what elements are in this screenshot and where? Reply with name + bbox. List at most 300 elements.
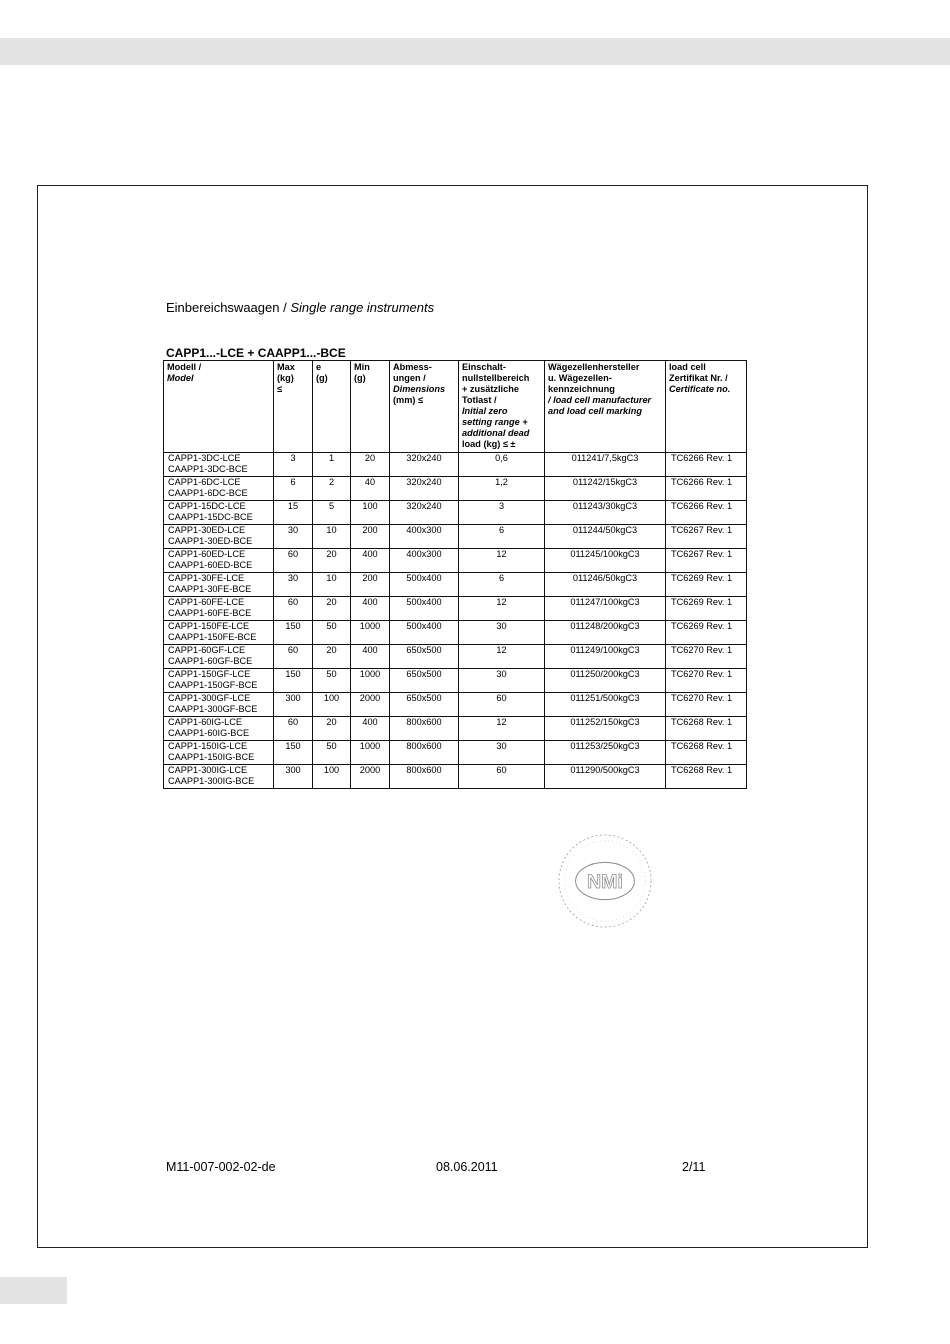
cell-certificate <box>666 525 747 549</box>
cell-model-text: CAAPP1-15DC-BCE <box>168 512 253 522</box>
cell-zero-range-text: 12 <box>496 645 507 655</box>
table-row <box>164 573 747 597</box>
cell-model-text: CAPP1-300GF-LCE <box>168 693 251 703</box>
table-header-row <box>164 361 747 453</box>
cell-e-text: 50 <box>326 669 337 679</box>
cell-max-text: 150 <box>285 741 301 751</box>
cell-model-text: CAPP1-15DC-LCE <box>168 501 246 511</box>
cell-load-cell <box>545 741 666 765</box>
cell-dimensions-text: 500x400 <box>406 621 442 631</box>
cell-min-text: 2000 <box>359 765 381 775</box>
cell-model-text: CAAPP1-6DC-BCE <box>168 488 248 498</box>
cell-max <box>274 453 313 477</box>
cell-e-text: 1 <box>328 453 335 463</box>
header-model <box>164 361 274 453</box>
cell-min <box>351 573 390 597</box>
cell-model <box>164 477 274 501</box>
cell-zero-range-text: 0,6 <box>495 453 508 463</box>
cell-e-text: 20 <box>326 549 337 559</box>
cell-model-text: CAPP1-150GF-LCE <box>168 669 251 679</box>
cell-certificate <box>666 549 747 573</box>
cell-max-text: 3 <box>290 453 296 463</box>
cell-max-text: 60 <box>287 597 299 607</box>
cell-e <box>313 621 351 645</box>
cell-max-text: 300 <box>285 693 301 703</box>
cell-zero-range <box>459 597 545 621</box>
table-row <box>164 669 747 693</box>
cell-model-text: CAPP1-30FE-LCE <box>168 573 245 583</box>
cell-model-text: CAPP1-30ED-LCE <box>168 525 246 535</box>
cell-dimensions <box>390 573 459 597</box>
table-row <box>164 741 747 765</box>
cell-certificate-text: TC6266 Rev. 1 <box>671 501 733 511</box>
cell-certificate <box>666 741 747 765</box>
cell-model-text: CAAPP1-60FE-BCE <box>168 608 252 618</box>
cell-max <box>274 573 313 597</box>
cell-e-text: 100 <box>323 765 340 775</box>
header-max <box>274 361 313 453</box>
header-line: Totlast / <box>462 395 497 405</box>
cell-model-text: CAAPP1-60ED-BCE <box>168 560 253 570</box>
header-line: Max <box>277 362 295 372</box>
table-row <box>164 501 747 525</box>
header-line: load (kg) ≤ ± <box>462 439 516 449</box>
table-row <box>164 477 747 501</box>
seal-stamp-icon <box>556 832 654 930</box>
cell-load-cell-text: 011250/200kgC3 <box>570 669 640 679</box>
cell-max-text: 60 <box>287 549 299 559</box>
cell-max-text: 60 <box>287 645 299 655</box>
cell-e <box>313 573 351 597</box>
header-line: Abmess- <box>393 362 432 372</box>
cell-model-text: CAAPP1-150GF-BCE <box>168 680 258 690</box>
cell-dimensions <box>390 621 459 645</box>
cell-load-cell-text: 011242/15kgC3 <box>572 477 638 487</box>
header-line: kennzeichnung <box>548 384 615 394</box>
cell-load-cell <box>545 693 666 717</box>
table-row <box>164 621 747 645</box>
cell-certificate-text: TC6270 Rev. 1 <box>671 693 733 703</box>
cell-zero-range-text: 60 <box>496 693 507 703</box>
cell-e <box>313 477 351 501</box>
cell-min-text: 400 <box>362 645 378 655</box>
cell-e <box>313 453 351 477</box>
top-band <box>0 38 950 65</box>
cell-model <box>164 741 274 765</box>
heading-plain: Einbereichswaagen / <box>166 300 291 315</box>
cell-e-text: 50 <box>326 621 337 631</box>
cell-e-text: 20 <box>326 645 337 655</box>
cell-certificate <box>666 621 747 645</box>
cell-load-cell <box>545 549 666 573</box>
cell-dimensions-text: 500x400 <box>406 573 442 583</box>
section-heading <box>166 300 434 315</box>
cell-model-text: CAAPP1-150IG-BCE <box>168 752 255 762</box>
cell-zero-range <box>459 741 545 765</box>
header-line-italic: setting range + <box>462 417 528 427</box>
cell-zero-range <box>459 765 545 789</box>
cell-model <box>164 621 274 645</box>
cell-max-text: 300 <box>285 765 301 775</box>
header-line: Min <box>354 362 370 372</box>
cell-certificate-text: TC6269 Rev. 1 <box>671 621 733 631</box>
cell-zero-range-text: 6 <box>498 525 505 535</box>
cell-certificate-text: TC6270 Rev. 1 <box>671 645 733 655</box>
cell-dimensions-text: 650x500 <box>406 645 442 655</box>
cell-model <box>164 501 274 525</box>
cell-dimensions <box>390 765 459 789</box>
header-zero-range <box>459 361 545 453</box>
cell-model <box>164 453 274 477</box>
header-line-italic: / load cell manufacturer <box>548 395 652 405</box>
cell-model-text: CAPP1-6DC-LCE <box>168 477 241 487</box>
header-line: (g) <box>316 373 328 383</box>
table-row <box>164 765 747 789</box>
cell-certificate-text: TC6268 Rev. 1 <box>671 741 733 751</box>
cell-dimensions-text: 500x400 <box>406 597 442 607</box>
cell-model-text: CAPP1-3DC-LCE <box>168 453 241 463</box>
header-certificate <box>666 361 747 453</box>
cell-max <box>274 693 313 717</box>
cell-certificate-text: TC6268 Rev. 1 <box>671 765 733 775</box>
cell-load-cell-text: 011243/30kgC3 <box>572 501 638 511</box>
cell-load-cell-text: 011290/500kgC3 <box>570 765 640 775</box>
footer-date: 08.06.2011 <box>436 1160 498 1174</box>
cell-zero-range <box>459 669 545 693</box>
table-row <box>164 717 747 741</box>
table-row <box>164 693 747 717</box>
cell-load-cell <box>545 621 666 645</box>
cell-min-text: 2000 <box>359 693 381 703</box>
header-dimensions <box>390 361 459 453</box>
cell-min-text: 40 <box>364 477 376 487</box>
header-line: (mm) ≤ <box>393 395 424 405</box>
cell-certificate <box>666 597 747 621</box>
cell-min-text: 100 <box>362 501 378 511</box>
cell-model-text: CAPP1-60GF-LCE <box>168 645 246 655</box>
header-line-italic: and load cell marking <box>548 406 642 416</box>
cell-e <box>313 693 351 717</box>
cell-dimensions-text: 320x240 <box>406 501 442 511</box>
stamp-text: NMi <box>587 870 623 893</box>
cell-model <box>164 597 274 621</box>
table-row <box>164 549 747 573</box>
cell-model-text: CAAPP1-300IG-BCE <box>168 776 255 786</box>
cell-zero-range-text: 60 <box>496 765 507 775</box>
header-line-italic: Dimensions <box>393 384 446 394</box>
cell-dimensions <box>390 597 459 621</box>
cell-load-cell <box>545 453 666 477</box>
header-line: e <box>316 362 322 372</box>
cell-dimensions-text: 320x240 <box>406 453 442 463</box>
header-line: ≤ <box>277 384 283 394</box>
cell-max-text: 30 <box>287 525 299 535</box>
cell-zero-range-text: 12 <box>496 717 507 727</box>
cell-certificate <box>666 765 747 789</box>
cell-certificate <box>666 669 747 693</box>
cell-dimensions-text: 800x600 <box>406 717 442 727</box>
cell-model-text: CAAPP1-150FE-BCE <box>168 632 257 642</box>
cell-min-text: 200 <box>362 573 378 583</box>
cell-model <box>164 765 274 789</box>
cell-dimensions-text: 320x240 <box>406 477 442 487</box>
cell-zero-range <box>459 453 545 477</box>
cell-zero-range <box>459 573 545 597</box>
cell-load-cell <box>545 477 666 501</box>
cell-e <box>313 741 351 765</box>
cell-load-cell <box>545 765 666 789</box>
table-row <box>164 645 747 669</box>
cell-model-text: CAPP1-150FE-LCE <box>168 621 250 631</box>
page-corner-tab <box>0 1277 67 1304</box>
footer-doc-id: M11-007-002-02-de <box>166 1160 276 1174</box>
cell-e <box>313 501 351 525</box>
cell-dimensions-text: 650x500 <box>406 669 442 679</box>
cell-load-cell-text: 011245/100kgC3 <box>570 549 640 559</box>
cell-zero-range-text: 1,2 <box>495 477 508 487</box>
model-table <box>163 360 747 789</box>
header-line-italic: Initial zero <box>462 406 508 416</box>
cell-max <box>274 717 313 741</box>
cell-dimensions <box>390 549 459 573</box>
header-line: (kg) <box>277 373 294 383</box>
cell-load-cell-text: 011244/50kgC3 <box>572 525 638 535</box>
cell-min-text: 1000 <box>359 621 381 631</box>
cell-max <box>274 501 313 525</box>
cell-load-cell-text: 011251/500kgC3 <box>570 693 640 703</box>
header-line: Einschalt- <box>462 362 506 372</box>
cell-e-text: 20 <box>326 717 337 727</box>
cell-dimensions <box>390 645 459 669</box>
table-row <box>164 597 747 621</box>
cell-zero-range-text: 6 <box>498 573 505 583</box>
cell-zero-range <box>459 717 545 741</box>
header-line: Zertifikat Nr. / <box>669 373 728 383</box>
cell-model <box>164 717 274 741</box>
cell-min <box>351 501 390 525</box>
cell-load-cell-text: 011247/100kgC3 <box>570 597 640 607</box>
header-line: (g) <box>354 373 366 383</box>
cell-zero-range <box>459 501 545 525</box>
header-load-cell <box>545 361 666 453</box>
cell-certificate <box>666 693 747 717</box>
cell-zero-range <box>459 549 545 573</box>
cell-e-text: 20 <box>326 597 337 607</box>
cell-min-text: 1000 <box>359 669 381 679</box>
cell-min-text: 1000 <box>359 741 381 751</box>
cell-min <box>351 669 390 693</box>
header-line: Wägezellenhersteller <box>548 362 640 372</box>
cell-max-text: 30 <box>287 573 299 583</box>
cell-model <box>164 669 274 693</box>
cell-zero-range <box>459 477 545 501</box>
cell-certificate-text: TC6269 Rev. 1 <box>671 597 733 607</box>
cell-e <box>313 525 351 549</box>
cell-min <box>351 645 390 669</box>
cell-max <box>274 741 313 765</box>
cell-e <box>313 717 351 741</box>
cell-model-text: CAPP1-300IG-LCE <box>168 765 248 775</box>
header-e <box>313 361 351 453</box>
cell-max-text: 60 <box>287 717 299 727</box>
cell-e-text: 10 <box>326 573 337 583</box>
cell-min <box>351 621 390 645</box>
table-title: CAPP1...-LCE + CAAPP1...-BCE <box>166 346 346 360</box>
cell-max-text: 150 <box>285 621 301 631</box>
cell-max-text: 15 <box>287 501 299 511</box>
cell-certificate <box>666 501 747 525</box>
cell-max <box>274 525 313 549</box>
cell-max <box>274 765 313 789</box>
header-line-italic: Certificate no. <box>669 384 731 394</box>
cell-model-text: CAPP1-60ED-LCE <box>168 549 246 559</box>
cell-max <box>274 669 313 693</box>
cell-load-cell-text: 011241/7,5kgC3 <box>571 453 639 463</box>
cell-certificate-text: TC6267 Rev. 1 <box>671 525 733 535</box>
cell-certificate-text: TC6266 Rev. 1 <box>671 453 733 463</box>
cell-dimensions <box>390 693 459 717</box>
cell-min-text: 400 <box>362 717 378 727</box>
cell-zero-range-text: 12 <box>496 597 507 607</box>
cell-model <box>164 573 274 597</box>
cell-load-cell-text: 011246/50kgC3 <box>572 573 638 583</box>
cell-zero-range <box>459 525 545 549</box>
cell-min <box>351 741 390 765</box>
cell-load-cell-text: 011249/100kgC3 <box>570 645 640 655</box>
cell-load-cell <box>545 717 666 741</box>
cell-dimensions <box>390 477 459 501</box>
cell-load-cell <box>545 573 666 597</box>
cell-certificate-text: TC6267 Rev. 1 <box>671 549 733 559</box>
cell-load-cell <box>545 669 666 693</box>
heading-italic: Single range instruments <box>290 300 435 315</box>
cell-model-text: CAAPP1-60IG-BCE <box>168 728 250 738</box>
cell-max-text: 6 <box>290 477 296 487</box>
cell-e-text: 5 <box>328 501 335 511</box>
header-min <box>351 361 390 453</box>
cell-dimensions-text: 400x300 <box>406 525 442 535</box>
cell-zero-range-text: 12 <box>496 549 507 559</box>
cell-e-text: 2 <box>328 477 335 487</box>
table-body <box>164 453 747 789</box>
cell-min <box>351 597 390 621</box>
cell-load-cell-text: 011253/250kgC3 <box>570 741 640 751</box>
cell-model <box>164 525 274 549</box>
cell-e-text: 100 <box>323 693 340 703</box>
cell-e <box>313 645 351 669</box>
cell-model-text: CAAPP1-60GF-BCE <box>168 656 253 666</box>
cell-zero-range <box>459 645 545 669</box>
cell-model-text: CAPP1-150IG-LCE <box>168 741 248 751</box>
table-row <box>164 453 747 477</box>
cell-model-text: CAAPP1-3DC-BCE <box>168 464 248 474</box>
cell-min-text: 200 <box>362 525 378 535</box>
cell-model-text: CAPP1-60IG-LCE <box>168 717 243 727</box>
cell-min-text: 400 <box>362 597 378 607</box>
cell-model <box>164 645 274 669</box>
cell-min <box>351 765 390 789</box>
cell-min-text: 20 <box>364 453 376 463</box>
cell-max-text: 150 <box>285 669 301 679</box>
table-row <box>164 525 747 549</box>
cell-e-text: 50 <box>326 741 337 751</box>
cell-zero-range-text: 3 <box>498 501 505 511</box>
cell-dimensions-text: 800x600 <box>406 741 442 751</box>
cell-zero-range-text: 30 <box>496 621 507 631</box>
cell-certificate-text: TC6266 Rev. 1 <box>671 477 733 487</box>
header-line: ungen / <box>393 373 426 383</box>
cell-certificate <box>666 477 747 501</box>
cell-dimensions <box>390 669 459 693</box>
cell-load-cell <box>545 597 666 621</box>
cell-dimensions-text: 800x600 <box>406 765 442 775</box>
cell-zero-range-text: 30 <box>496 741 507 751</box>
cell-zero-range-text: 30 <box>496 669 507 679</box>
cell-certificate <box>666 573 747 597</box>
cell-dimensions-text: 400x300 <box>406 549 442 559</box>
cell-model-text: CAAPP1-30FE-BCE <box>168 584 252 594</box>
cell-certificate-text: TC6269 Rev. 1 <box>671 573 733 583</box>
cell-e <box>313 549 351 573</box>
cell-certificate-text: TC6270 Rev. 1 <box>671 669 733 679</box>
header-line: + zusätzliche <box>462 384 519 394</box>
footer-page-number: 2/11 <box>682 1160 706 1174</box>
cell-max <box>274 645 313 669</box>
cell-load-cell-text: 011248/200kgC3 <box>570 621 640 631</box>
cell-model-text: CAAPP1-300GF-BCE <box>168 704 258 714</box>
cell-min-text: 400 <box>362 549 378 559</box>
cell-min <box>351 693 390 717</box>
header-line: u. Wägezellen- <box>548 373 612 383</box>
cell-e <box>313 597 351 621</box>
header-line-italic: Model <box>167 373 194 383</box>
cell-certificate-text: TC6268 Rev. 1 <box>671 717 733 727</box>
cell-e-text: 10 <box>326 525 337 535</box>
cell-certificate <box>666 717 747 741</box>
cell-max <box>274 621 313 645</box>
cell-e <box>313 765 351 789</box>
cell-certificate <box>666 453 747 477</box>
cell-model-text: CAAPP1-30ED-BCE <box>168 536 253 546</box>
cell-min <box>351 453 390 477</box>
cell-max <box>274 477 313 501</box>
cell-dimensions-text: 650x500 <box>406 693 442 703</box>
cell-dimensions <box>390 525 459 549</box>
cell-max <box>274 549 313 573</box>
cell-dimensions <box>390 453 459 477</box>
cell-min <box>351 525 390 549</box>
cell-dimensions <box>390 501 459 525</box>
header-line-italic: additional dead <box>462 428 530 438</box>
header-line: Modell / <box>167 362 202 372</box>
header-line: nullstellbereich <box>462 373 530 383</box>
cell-e <box>313 669 351 693</box>
cell-min <box>351 549 390 573</box>
cell-max <box>274 597 313 621</box>
cell-model <box>164 693 274 717</box>
cell-min <box>351 717 390 741</box>
cell-load-cell-text: 011252/150kgC3 <box>570 717 640 727</box>
cell-load-cell <box>545 501 666 525</box>
cell-dimensions <box>390 717 459 741</box>
header-line: load cell <box>669 362 706 372</box>
cell-zero-range <box>459 693 545 717</box>
cell-model-text: CAPP1-60FE-LCE <box>168 597 245 607</box>
cell-model <box>164 549 274 573</box>
cell-zero-range <box>459 621 545 645</box>
cell-min <box>351 477 390 501</box>
cell-certificate <box>666 645 747 669</box>
